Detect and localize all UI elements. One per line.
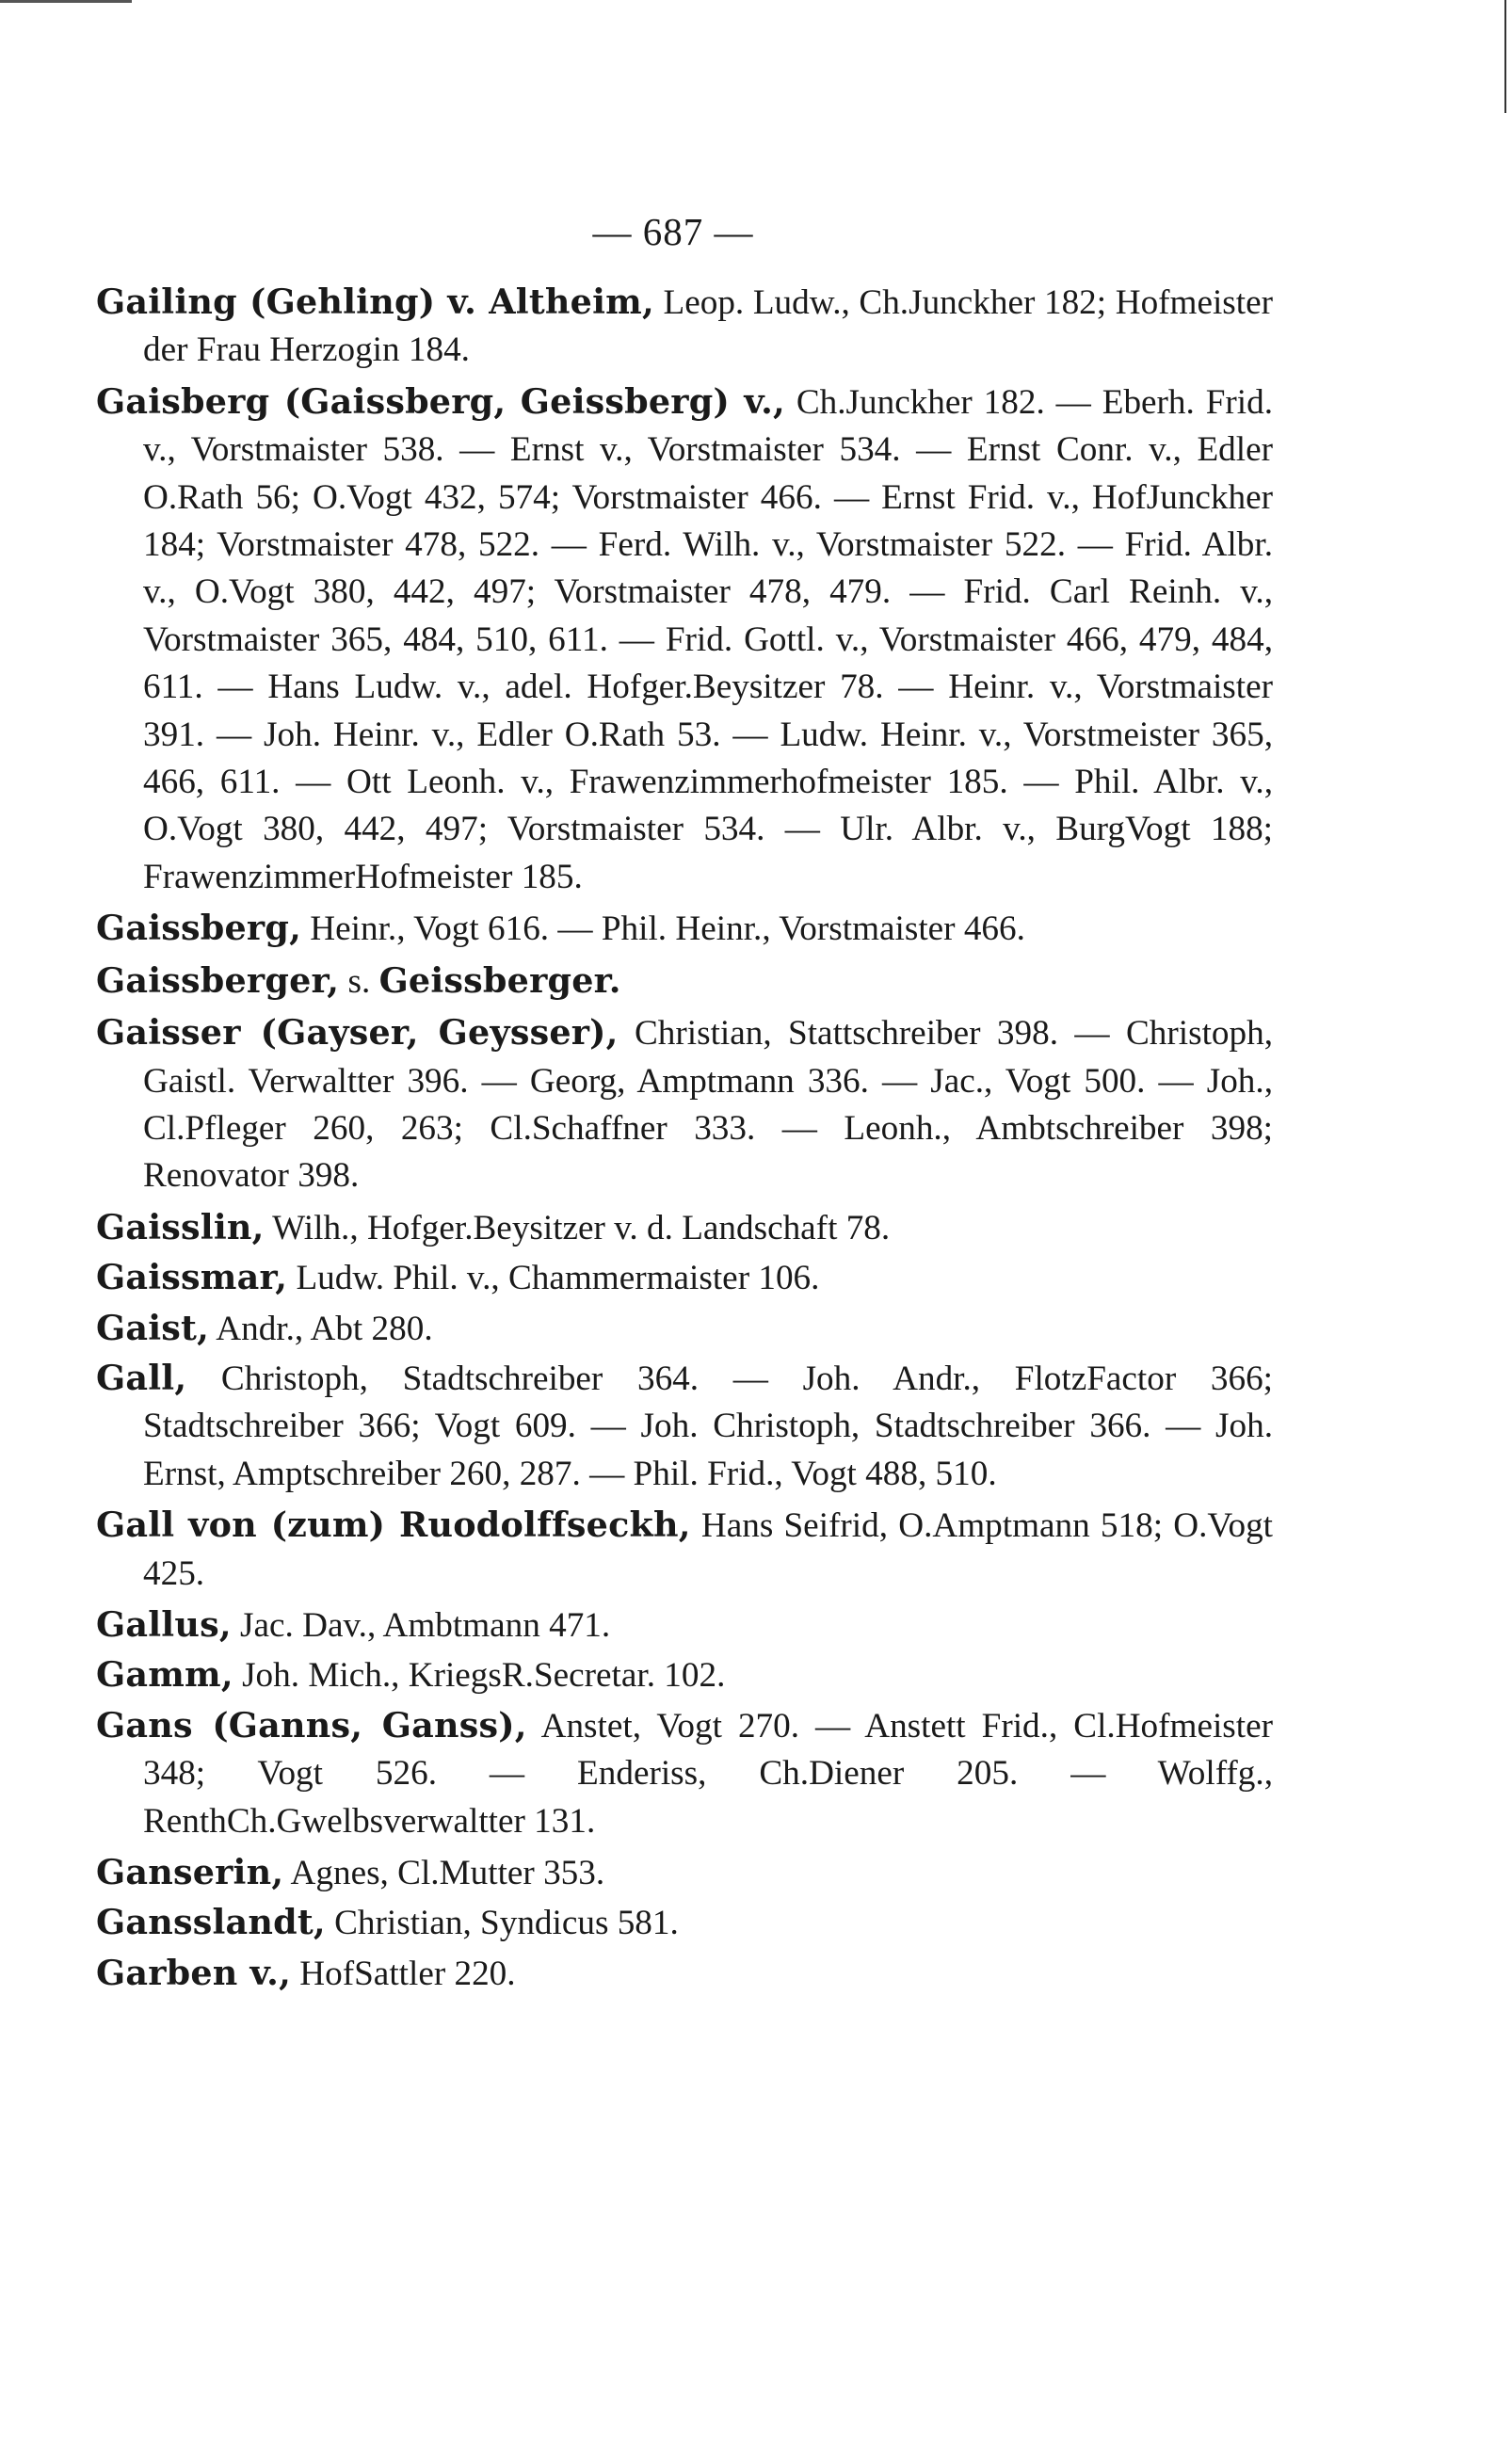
index-entry — [96, 1849, 1273, 1897]
entry-surname: Gall, — [96, 1357, 187, 1398]
entry-text: Christian, Stattschreiber 398. — Christoph, Gaistl. Verwaltter 396. — Georg, Amptmann 336. — Jac., Vogt 500. — Joh., Cl.Pfleger 260, 263; Cl.Schaffner 333. — Leonh., Ambtschreiber 398; Renovator 398. — [143, 1014, 1273, 1196]
index-entry — [96, 1355, 1273, 1498]
entry-text: Agnes, Cl.Mutter 353. — [283, 1854, 605, 1892]
name-index — [96, 279, 1273, 2000]
page-edge-line — [1504, 0, 1506, 113]
index-entry — [96, 1702, 1273, 1845]
index-entry — [96, 1009, 1273, 1200]
scan-mark — [0, 0, 132, 3]
entry-surname: Gallus, — [96, 1603, 232, 1645]
entry-text: Ludw. Phil. v., Chammermaister 106. — [287, 1259, 820, 1298]
page-number: — 687 — — [592, 210, 754, 253]
entry-surname: Gaist, — [96, 1307, 210, 1348]
index-entry — [96, 279, 1273, 375]
entry-surname: Gaissberg, — [96, 908, 301, 949]
entry-text: Andr., Abt 280. — [209, 1309, 433, 1348]
index-entry — [96, 1204, 1273, 1252]
entry-text: Wilh., Hofger.Beysitzer v. d. Landschaft 78. — [264, 1208, 891, 1247]
entry-surname: Gaisberg (Gaissberg, Geissberg) v., — [96, 380, 785, 422]
entry-text: Anstet, Vogt 270. — Anstett Frid., Cl.Hofmeister 348; Vogt 526. — Enderiss, Ch.Diener 205. — Wolffg., RenthCh.Gwelbsverwaltter 131. — [143, 1706, 1273, 1841]
index-entry — [96, 1305, 1273, 1353]
entry-surname: Gaisser (Gayser, Geysser), — [96, 1012, 619, 1054]
entry-surname: Gall von (zum) Ruodolffseckh, — [96, 1505, 691, 1546]
entry-surname: Ganserin, — [96, 1852, 284, 1892]
index-entry — [96, 1899, 1273, 1947]
entry-text: HofSattler 220. — [291, 1954, 516, 1993]
entry-surname: Gaissmar, — [96, 1257, 288, 1298]
index-entry — [96, 957, 1273, 1006]
entry-surname: Gaissberger, — [96, 959, 340, 1001]
entry-text: Ch.Junckher 182. — Eberh. Frid. v., Vorstmaister 538. — Ernst v., Vorstmaister 534. — Ernst Conr. v., Edler O.Rath 56; O.Vogt 432, 574; Vorstmaister 466. — Ernst Frid. v., HofJunckher 184; Vorstmaister 478, 522. — Ferd. Wilh. v., Vorstmaister 522. — Frid. Albr. v., O.Vogt 380, 442, 497; Vorstmaister 478, 479. — Frid. Carl Reinh. v., Vorstmaister 365, 484, 510, 611. — Frid. Gottl. v., Vorstmaister 466, 479, 484, 611. — Hans Ludw. v., adel. Hofger.Beysitzer 78. — Heinr. v., Vorstmaister 391. — Joh. Heinr. v., Edler O.Rath 53. — Ludw. Heinr. v., Vorstmeister 365, 466, 611. — Ott Leonh. v., Frawenzimmerhofmeister 185. — Phil. Albr. v., O.Vogt 380, 442, 497; Vorstmaister 534. — Ulr. Albr. v., BurgVogt 188; FrawenzimmerHofmeister 185. — [143, 382, 1273, 896]
index-entry — [96, 1254, 1273, 1302]
entry-cross-reference: Geissberger. — [378, 959, 621, 1001]
index-entry — [96, 1950, 1273, 1998]
entry-text: Christian, Syndicus 581. — [325, 1904, 679, 1943]
index-entry — [96, 378, 1273, 901]
entry-text: Hans Seifrid, O.Amptmann 518; O.Vogt 425. — [143, 1506, 1273, 1593]
entry-text: Leop. Ludw., Ch.Junckher 182; Hofmeister der Frau Herzogin 184. — [143, 283, 1273, 370]
entry-text: s. — [339, 961, 379, 1001]
entry-surname: Garben v., — [96, 1952, 291, 1993]
entry-surname: Gamm, — [96, 1654, 233, 1696]
index-entry — [96, 1601, 1273, 1649]
entry-surname: Gailing (Gehling) v. Altheim, — [96, 282, 654, 322]
index-entry — [96, 1502, 1273, 1598]
index-entry — [96, 905, 1273, 953]
index-entry — [96, 1651, 1273, 1699]
entry-surname: Gaisslin, — [96, 1206, 265, 1247]
entry-text: Christoph, Stadtschreiber 364. — Joh. Andr., FlotzFactor 366; Stadtschreiber 366; Vogt 609. — Joh. Christoph, Stadtschreiber 366. — Joh. Ernst, Amptschreiber 260, 287. — Phil. Frid., Vogt 488, 510. — [143, 1359, 1273, 1493]
entry-text: Jac. Dav., Ambtmann 471. — [231, 1605, 611, 1645]
entry-surname: Gans (Ganns, Ganss), — [96, 1704, 527, 1746]
entry-text: Joh. Mich., KriegsR.Secretar. 102. — [233, 1656, 726, 1696]
entry-text: Heinr., Vogt 616. — Phil. Heinr., Vorstmaister 466. — [301, 909, 1025, 949]
entry-surname: Gansslandt, — [96, 1902, 326, 1943]
